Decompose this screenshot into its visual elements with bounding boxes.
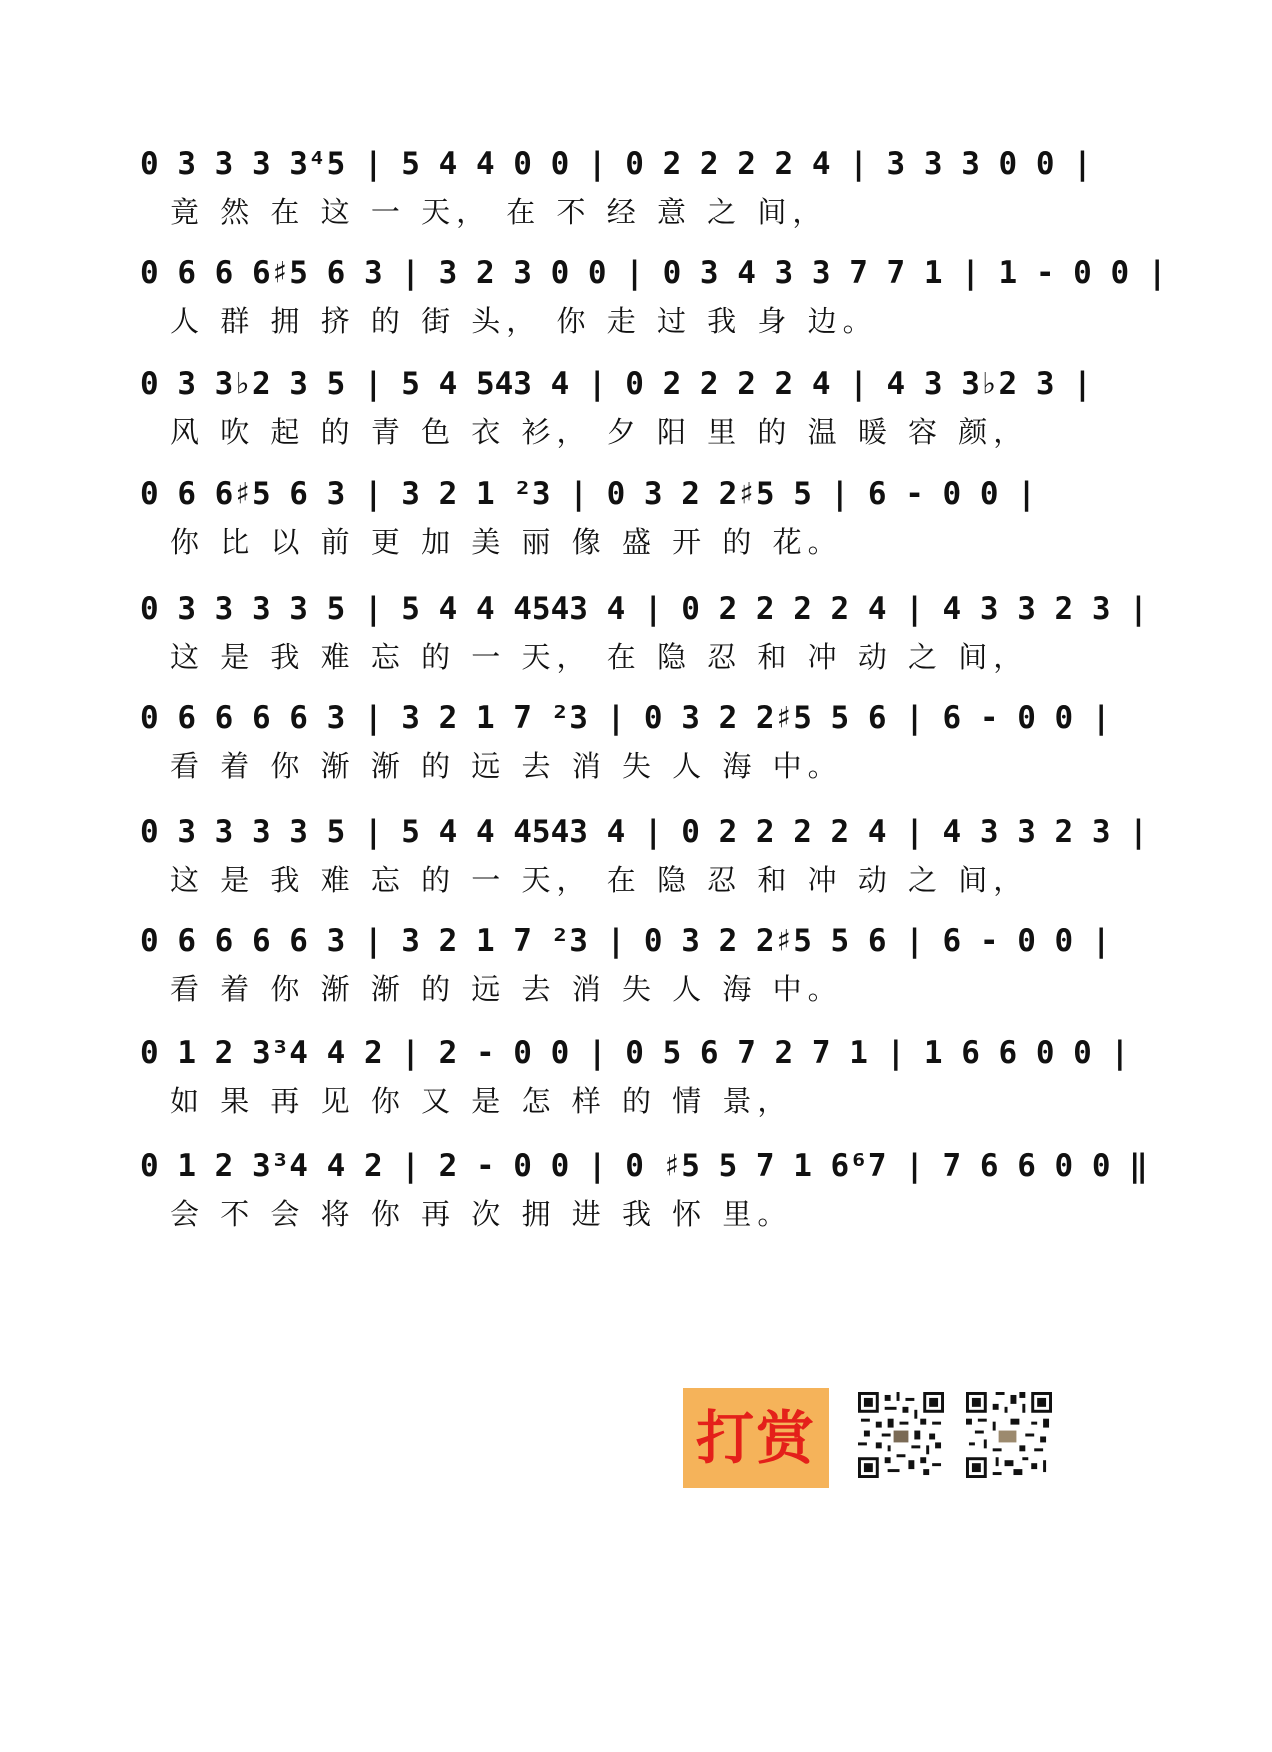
lyrics: 人 群 拥 挤 的 街 头， 你 走 过 我 身 边。: [170, 304, 878, 338]
score-line-3: [140, 358, 1130, 478]
score-line-1: [140, 138, 1130, 258]
qr-code-icon: [858, 1392, 944, 1478]
score-line-8: [140, 915, 1130, 1035]
notation: 0 3 3 3 3 5 | 5 4 4 4543 4 | 0 2 2 2 2 4 | 4 3 3 2 3 |: [140, 814, 1148, 850]
lyrics: 这 是 我 难 忘 的 一 天， 在 隐 忍 和 冲 动 之 间，: [170, 863, 1029, 897]
score-line-4: [140, 468, 1130, 588]
score-line-7: [140, 806, 1148, 926]
notation: 0 6 6♯5 6 3 | 3 2 1 ²3 | 0 3 2 2♯5 5 | 6 - 0 0 |: [140, 476, 1036, 512]
score-line-10: [140, 1140, 1148, 1260]
lyrics: 如 果 再 见 你 又 是 怎 样 的 情 景，: [170, 1084, 793, 1118]
score-line-2: [140, 247, 1167, 367]
notation: 0 3 3 3 3⁴5 | 5 4 4 0 0 | 0 2 2 2 2 4 | 3 3 3 0 0 |: [140, 146, 1092, 182]
lyrics: 你 比 以 前 更 加 美 丽 像 盛 开 的 花。: [170, 525, 843, 559]
lyrics: 会 不 会 将 你 再 次 拥 进 我 怀 里。: [170, 1197, 793, 1231]
notation: 0 1 2 3³4 4 2 | 2 - 0 0 | 0 ♯5 5 7 1 6⁶7 | 7 6 6 0 0 ‖: [140, 1148, 1148, 1184]
reward-button[interactable]: 打赏: [683, 1388, 829, 1488]
lyrics: 这 是 我 难 忘 的 一 天， 在 隐 忍 和 冲 动 之 间，: [170, 640, 1029, 674]
notation: 0 3 3 3 3 5 | 5 4 4 4543 4 | 0 2 2 2 2 4 | 4 3 3 2 3 |: [140, 591, 1148, 627]
notation: 0 6 6 6 6 3 | 3 2 1 7 ²3 | 0 3 2 2♯5 5 6 | 6 - 0 0 |: [140, 700, 1111, 736]
lyrics: 看 着 你 渐 渐 的 远 去 消 失 人 海 中。: [170, 749, 843, 783]
score-line-6: [140, 692, 1130, 812]
score-line-9: [140, 1027, 1130, 1147]
qr-code-icon: [966, 1392, 1052, 1478]
notation: 0 6 6 6 6 3 | 3 2 1 7 ²3 | 0 3 2 2♯5 5 6 | 6 - 0 0 |: [140, 923, 1111, 959]
score-line-5: [140, 583, 1148, 703]
notation: 0 6 6 6♯5 6 3 | 3 2 3 0 0 | 0 3 4 3 3 7 7 1 | 1 - 0 0 |: [140, 255, 1167, 291]
lyrics: 竟 然 在 这 一 天， 在 不 经 意 之 间，: [170, 195, 828, 229]
lyrics: 风 吹 起 的 青 色 衣 衫， 夕 阳 里 的 温 暖 容 颜，: [170, 415, 1029, 449]
notation: 0 3 3♭2 3 5 | 5 4 543 4 | 0 2 2 2 2 4 | 4 3 3♭2 3 |: [140, 366, 1092, 402]
lyrics: 看 着 你 渐 渐 的 远 去 消 失 人 海 中。: [170, 972, 843, 1006]
notation: 0 1 2 3³4 4 2 | 2 - 0 0 | 0 5 6 7 2 7 1 | 1 6 6 0 0 |: [140, 1035, 1130, 1071]
